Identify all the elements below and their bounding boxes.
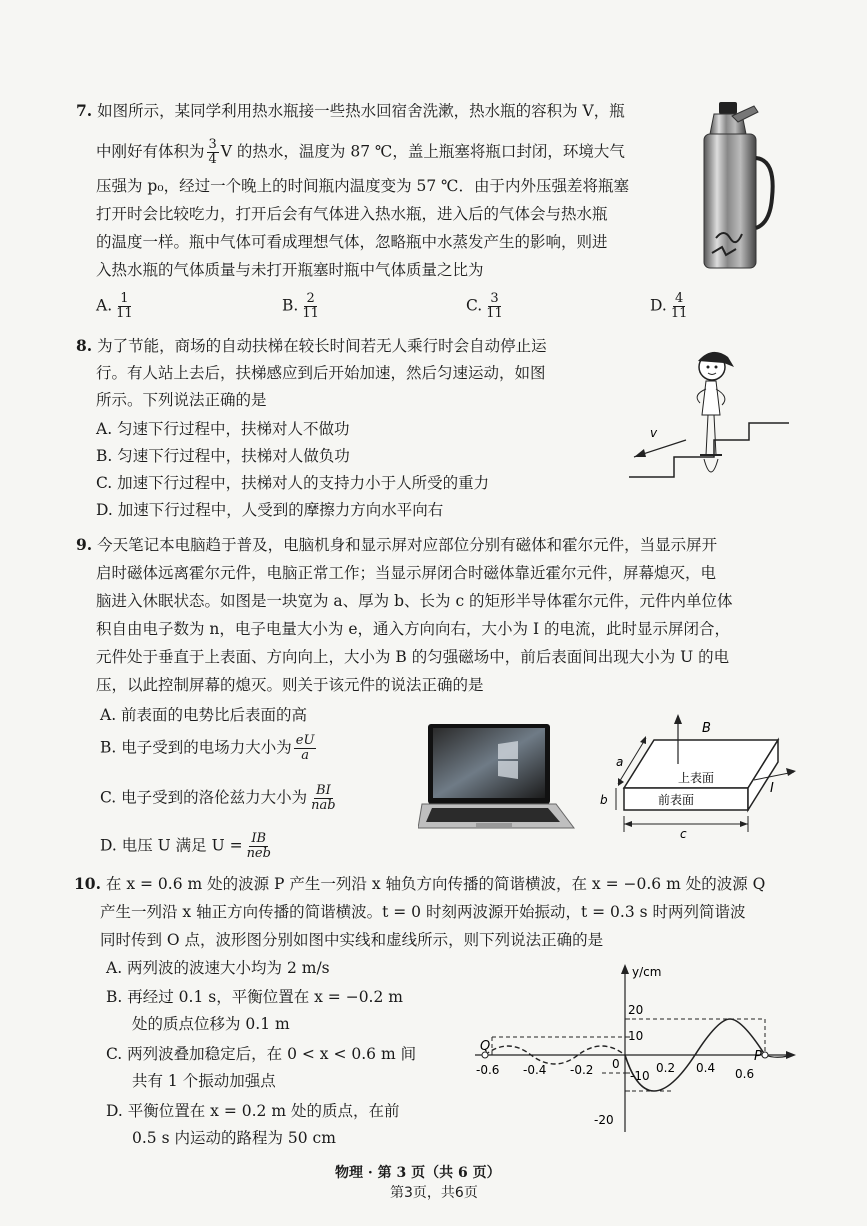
q8-line1 bbox=[76, 336, 547, 356]
q7-option-a: A. $\frac{1}{11}$ bbox=[96, 291, 133, 321]
ytick-10: 10 bbox=[628, 1029, 644, 1043]
q9-line5 bbox=[96, 647, 729, 667]
q9-text-5: 元件处于垂直于上表面、方向向上，大小为 B 的匀强磁场中，前后表面间出现大小为 U 的电 bbox=[96, 648, 730, 666]
q9-line6 bbox=[96, 675, 484, 695]
q9-line3 bbox=[96, 591, 733, 611]
q7-line2 bbox=[96, 138, 625, 167]
velocity-label: v bbox=[650, 426, 658, 440]
q8-number: 8. bbox=[76, 336, 93, 355]
q10-option-c-1: C. 两列波叠加稳定后，在 0 < x < 0.6 m 间 bbox=[106, 1045, 417, 1063]
label-Q: Q bbox=[480, 1039, 491, 1054]
label-c: c bbox=[680, 827, 687, 841]
q7-line5 bbox=[96, 232, 608, 252]
q10-option-d-1: D. 平衡位置在 x = 0.2 m 处的质点，在前 bbox=[106, 1102, 400, 1120]
q7-text-5: 的温度一样。瓶中气体可看成理想气体，忽略瓶中水蒸发产生的影响，则进 bbox=[96, 233, 608, 251]
thermos-photo bbox=[694, 98, 778, 274]
q8-line2 bbox=[96, 363, 546, 383]
label-top-surface: 上表面 bbox=[678, 771, 715, 785]
xtick-0.6: 0.6 bbox=[735, 1067, 755, 1081]
q9-text-6: 压，以此控制屏幕的熄灭。则关于该元件的说法正确的是 bbox=[96, 676, 484, 694]
q9-text-1: 今天笔记本电脑趋于普及，电脑机身和显示屏对应部位分别有磁体和霍尔元件，当显示屏开 bbox=[97, 536, 718, 554]
laptop-photo bbox=[418, 720, 578, 838]
ytick-minus10: -10 bbox=[630, 1069, 650, 1083]
q7-text-4: 打开时会比较吃力，打开后会有气体进入热水瓶，进入后的气体会与热水瓶 bbox=[96, 205, 608, 223]
label-I: I bbox=[770, 781, 774, 796]
xtick-minus0.4: -0.4 bbox=[523, 1063, 547, 1077]
q7-text-6: 入热水瓶的气体质量与未打开瓶塞时瓶中气体质量之比为 bbox=[96, 261, 484, 279]
q9-option-d: D. 电压 U 满足 U = $\frac{IB}{\text{neb}}$ bbox=[100, 831, 271, 861]
q10-option-a: A. 两列波的波速大小均为 2 m/s bbox=[106, 959, 330, 977]
label-front-surface: 前表面 bbox=[658, 793, 695, 807]
label-P: P bbox=[754, 1049, 762, 1064]
q8-line3 bbox=[96, 390, 267, 410]
q9-line1 bbox=[76, 535, 717, 555]
q9-line2 bbox=[96, 563, 716, 583]
q10-text-3: 同时传到 O 点，波形图分别如图中实线和虚线所示，则下列说法正确的是 bbox=[100, 931, 604, 949]
label-b: b bbox=[600, 793, 608, 807]
q10-line1 bbox=[74, 874, 765, 894]
q7-line3 bbox=[96, 176, 629, 196]
q7-line4 bbox=[96, 204, 608, 224]
q9-number: 9. bbox=[76, 535, 93, 554]
q7-line1 bbox=[76, 101, 625, 121]
q7-option-c: C. $\frac{3}{11}$ bbox=[466, 291, 503, 321]
wave-graph bbox=[470, 960, 800, 1135]
q7-text-3: 压强为 p₀，经过一个晚上的时间瓶内温度变为 57 ℃．由于内外压强差将瓶塞 bbox=[96, 177, 629, 195]
q7-fraction: $\frac{3}{4}$ bbox=[208, 137, 217, 167]
xtick-minus0.6: -0.6 bbox=[476, 1063, 500, 1077]
xtick-0.2: 0.2 bbox=[656, 1061, 676, 1075]
q7-line6 bbox=[96, 260, 484, 280]
q10-option-d-2: 0.5 s 内运动的路程为 50 cm bbox=[132, 1129, 336, 1147]
q7-text-1: 如图所示，某同学利用热水瓶接一些热水回宿舍洗漱，热水瓶的容积为 V，瓶 bbox=[97, 102, 625, 120]
q10-option-b-1: B. 再经过 0.1 s，平衡位置在 x = −0.2 m bbox=[106, 988, 403, 1006]
q10-line2 bbox=[100, 902, 746, 922]
escalator-figure bbox=[624, 345, 794, 505]
q7-number: 7. bbox=[76, 101, 93, 120]
q8-option-a: A. 匀速下行过程中，扶梯对人不做功 bbox=[96, 420, 350, 438]
ytick-minus20: -20 bbox=[594, 1113, 614, 1127]
q8-option-d: D. 加速下行过程中，人受到的摩擦力方向水平向右 bbox=[96, 501, 444, 519]
q8-option-b: B. 匀速下行过程中，扶梯对人做负功 bbox=[96, 447, 350, 465]
q9-option-a: A. 前表面的电势比后表面的高 bbox=[100, 706, 308, 724]
label-B: B bbox=[702, 721, 711, 736]
q10-text-1: 在 x = 0.6 m 处的波源 P 产生一列沿 x 轴负方向传播的简谐横波，在 x = −0.6 m 处的波源 Q bbox=[105, 875, 766, 893]
footer-page-label: 物理 · 第 3 页（共 6 页） bbox=[335, 1165, 501, 1181]
q7-text-2a: 中刚好有体积为 bbox=[96, 142, 205, 161]
q8-text-3: 所示。下列说法正确的是 bbox=[96, 391, 267, 409]
y-axis-label: y/cm bbox=[632, 965, 662, 979]
xtick-0: 0 bbox=[612, 1057, 620, 1071]
q10-option-b-2: 处的质点位移为 0.1 m bbox=[132, 1015, 290, 1033]
q10-line3 bbox=[100, 930, 603, 950]
q9-text-2: 启时磁体远离霍尔元件，电脑正常工作；当显示屏闭合时磁体靠近霍尔元件，屏幕熄灭，电 bbox=[96, 564, 717, 582]
q7-option-d: D. $\frac{4}{11}$ bbox=[650, 291, 688, 321]
ytick-20: 20 bbox=[628, 1003, 644, 1017]
q8-text-1: 为了节能，商场的自动扶梯在较长时间若无人乘行时会自动停止运 bbox=[97, 337, 547, 355]
footer-page-stamp: 第3页，共6页 bbox=[390, 1185, 478, 1201]
q7-option-b: B. $\frac{2}{11}$ bbox=[282, 291, 319, 321]
label-a: a bbox=[616, 755, 624, 769]
q9-line4 bbox=[96, 619, 730, 639]
xtick-minus0.2: -0.2 bbox=[570, 1063, 594, 1077]
q9-option-c: C. 电子受到的洛伦兹力大小为 $\frac{BI}{\text{nab}}$ bbox=[100, 783, 336, 813]
q8-text-2: 行。有人站上去后，扶梯感应到后开始加速，然后匀速运动，如图 bbox=[96, 364, 546, 382]
q9-option-b: B. 电子受到的电场力大小为 $\frac{eU}{a}$ bbox=[100, 733, 315, 763]
q7-text-2b: V 的热水，温度为 87 ℃，盖上瓶塞将瓶口封闭，环境大气 bbox=[220, 142, 625, 161]
q8-option-c: C. 加速下行过程中，扶梯对人的支持力小于人所受的重力 bbox=[96, 474, 490, 492]
q9-text-3: 脑进入休眠状态。如图是一块宽为 a、厚为 b、长为 c 的矩形半导体霍尔元件，元件内单位体 bbox=[96, 592, 733, 610]
q10-option-c-2: 共有 1 个振动加强点 bbox=[132, 1072, 276, 1090]
xtick-0.4: 0.4 bbox=[696, 1061, 716, 1075]
q10-number: 10. bbox=[74, 874, 101, 893]
q9-text-4: 积自由电子数为 n，电子电量大小为 e，通入方向向右，大小为 I 的电流，此时显示屏闭合， bbox=[96, 620, 730, 638]
q10-text-2: 产生一列沿 x 轴正方向传播的简谐横波。t = 0 时刻两波源开始振动，t = 0.3 s 时两列简谐波 bbox=[100, 903, 746, 921]
hall-element-figure bbox=[594, 710, 804, 844]
